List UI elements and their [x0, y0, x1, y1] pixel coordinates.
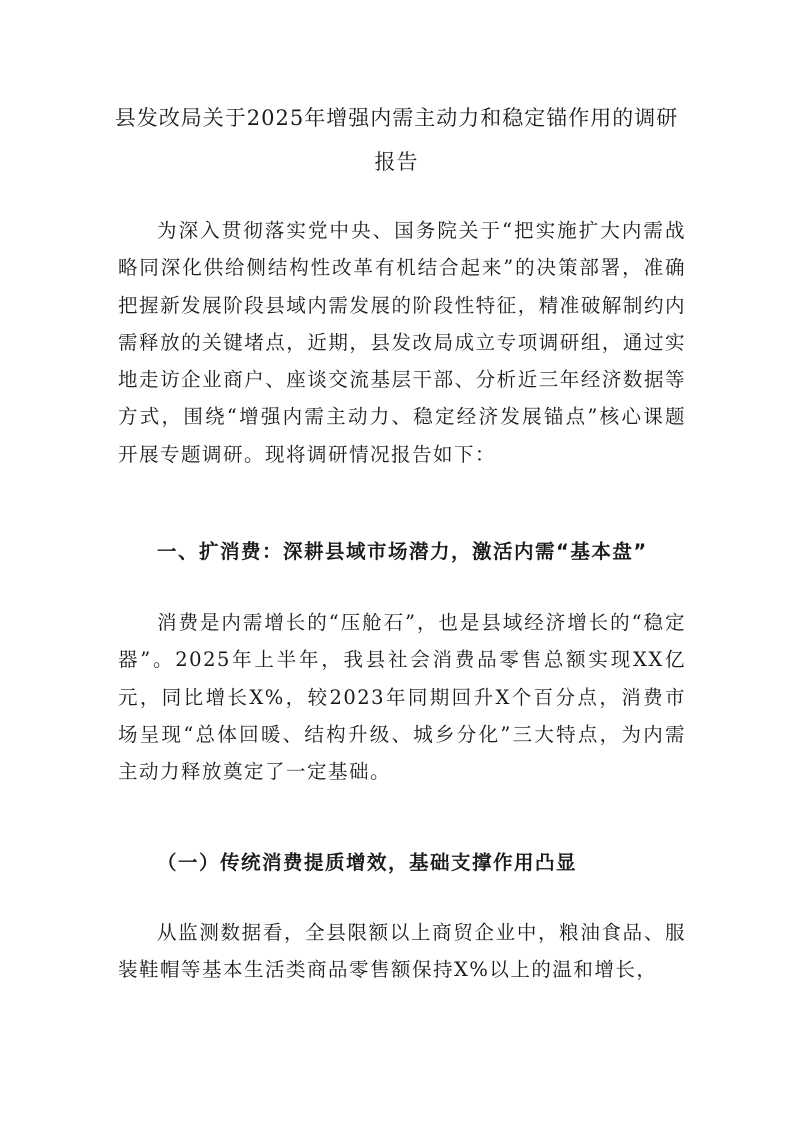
subsection-1-paragraph: 从监测数据看，全县限额以上商贸企业中，粮油食品、服装鞋帽等基本生活类商品零售额保持X%以上的温和增长，: [118, 921, 686, 982]
section-1-paragraph: 消费是内需增长的“压舱石”，也是县域经济增长的“稳定器”。2025年上半年，我县社会消费品零售总额实现XX亿元，同比增长X%，较2023年同期回升X个百分点，消费市场呈现“总体回暖、结构升级、城乡分化”三大特点，为内需主动力释放奠定了一定基础。: [118, 611, 686, 784]
report-title: 县发改局关于2025年增强内需主动力和稳定锚作用的调研报告: [114, 106, 679, 174]
subsection-1-heading: （一）传统消费提质增效，基础支撑作用凸显: [157, 851, 578, 874]
section-1-heading: 一、扩消费：深耕县域市场潜力，激活内需“基本盘”: [157, 540, 648, 563]
intro-paragraph: 为深入贯彻落实党中央、国务院关于“把实施扩大内需战略同深化供给侧结构性改革有机结合起来”的决策部署，准确把握新发展阶段县域内需发展的阶段性特征，精准破解制约内需释放的关键堵点，近期，县发改局成立专项调研组，通过实地走访企业商户、座谈交流基层干部、分析近三年经济数据等方式，围绕“增强内需主动力、稳定经济发展锚点”核心课题开展专题调研。现将调研情况报告如下：: [118, 219, 686, 466]
